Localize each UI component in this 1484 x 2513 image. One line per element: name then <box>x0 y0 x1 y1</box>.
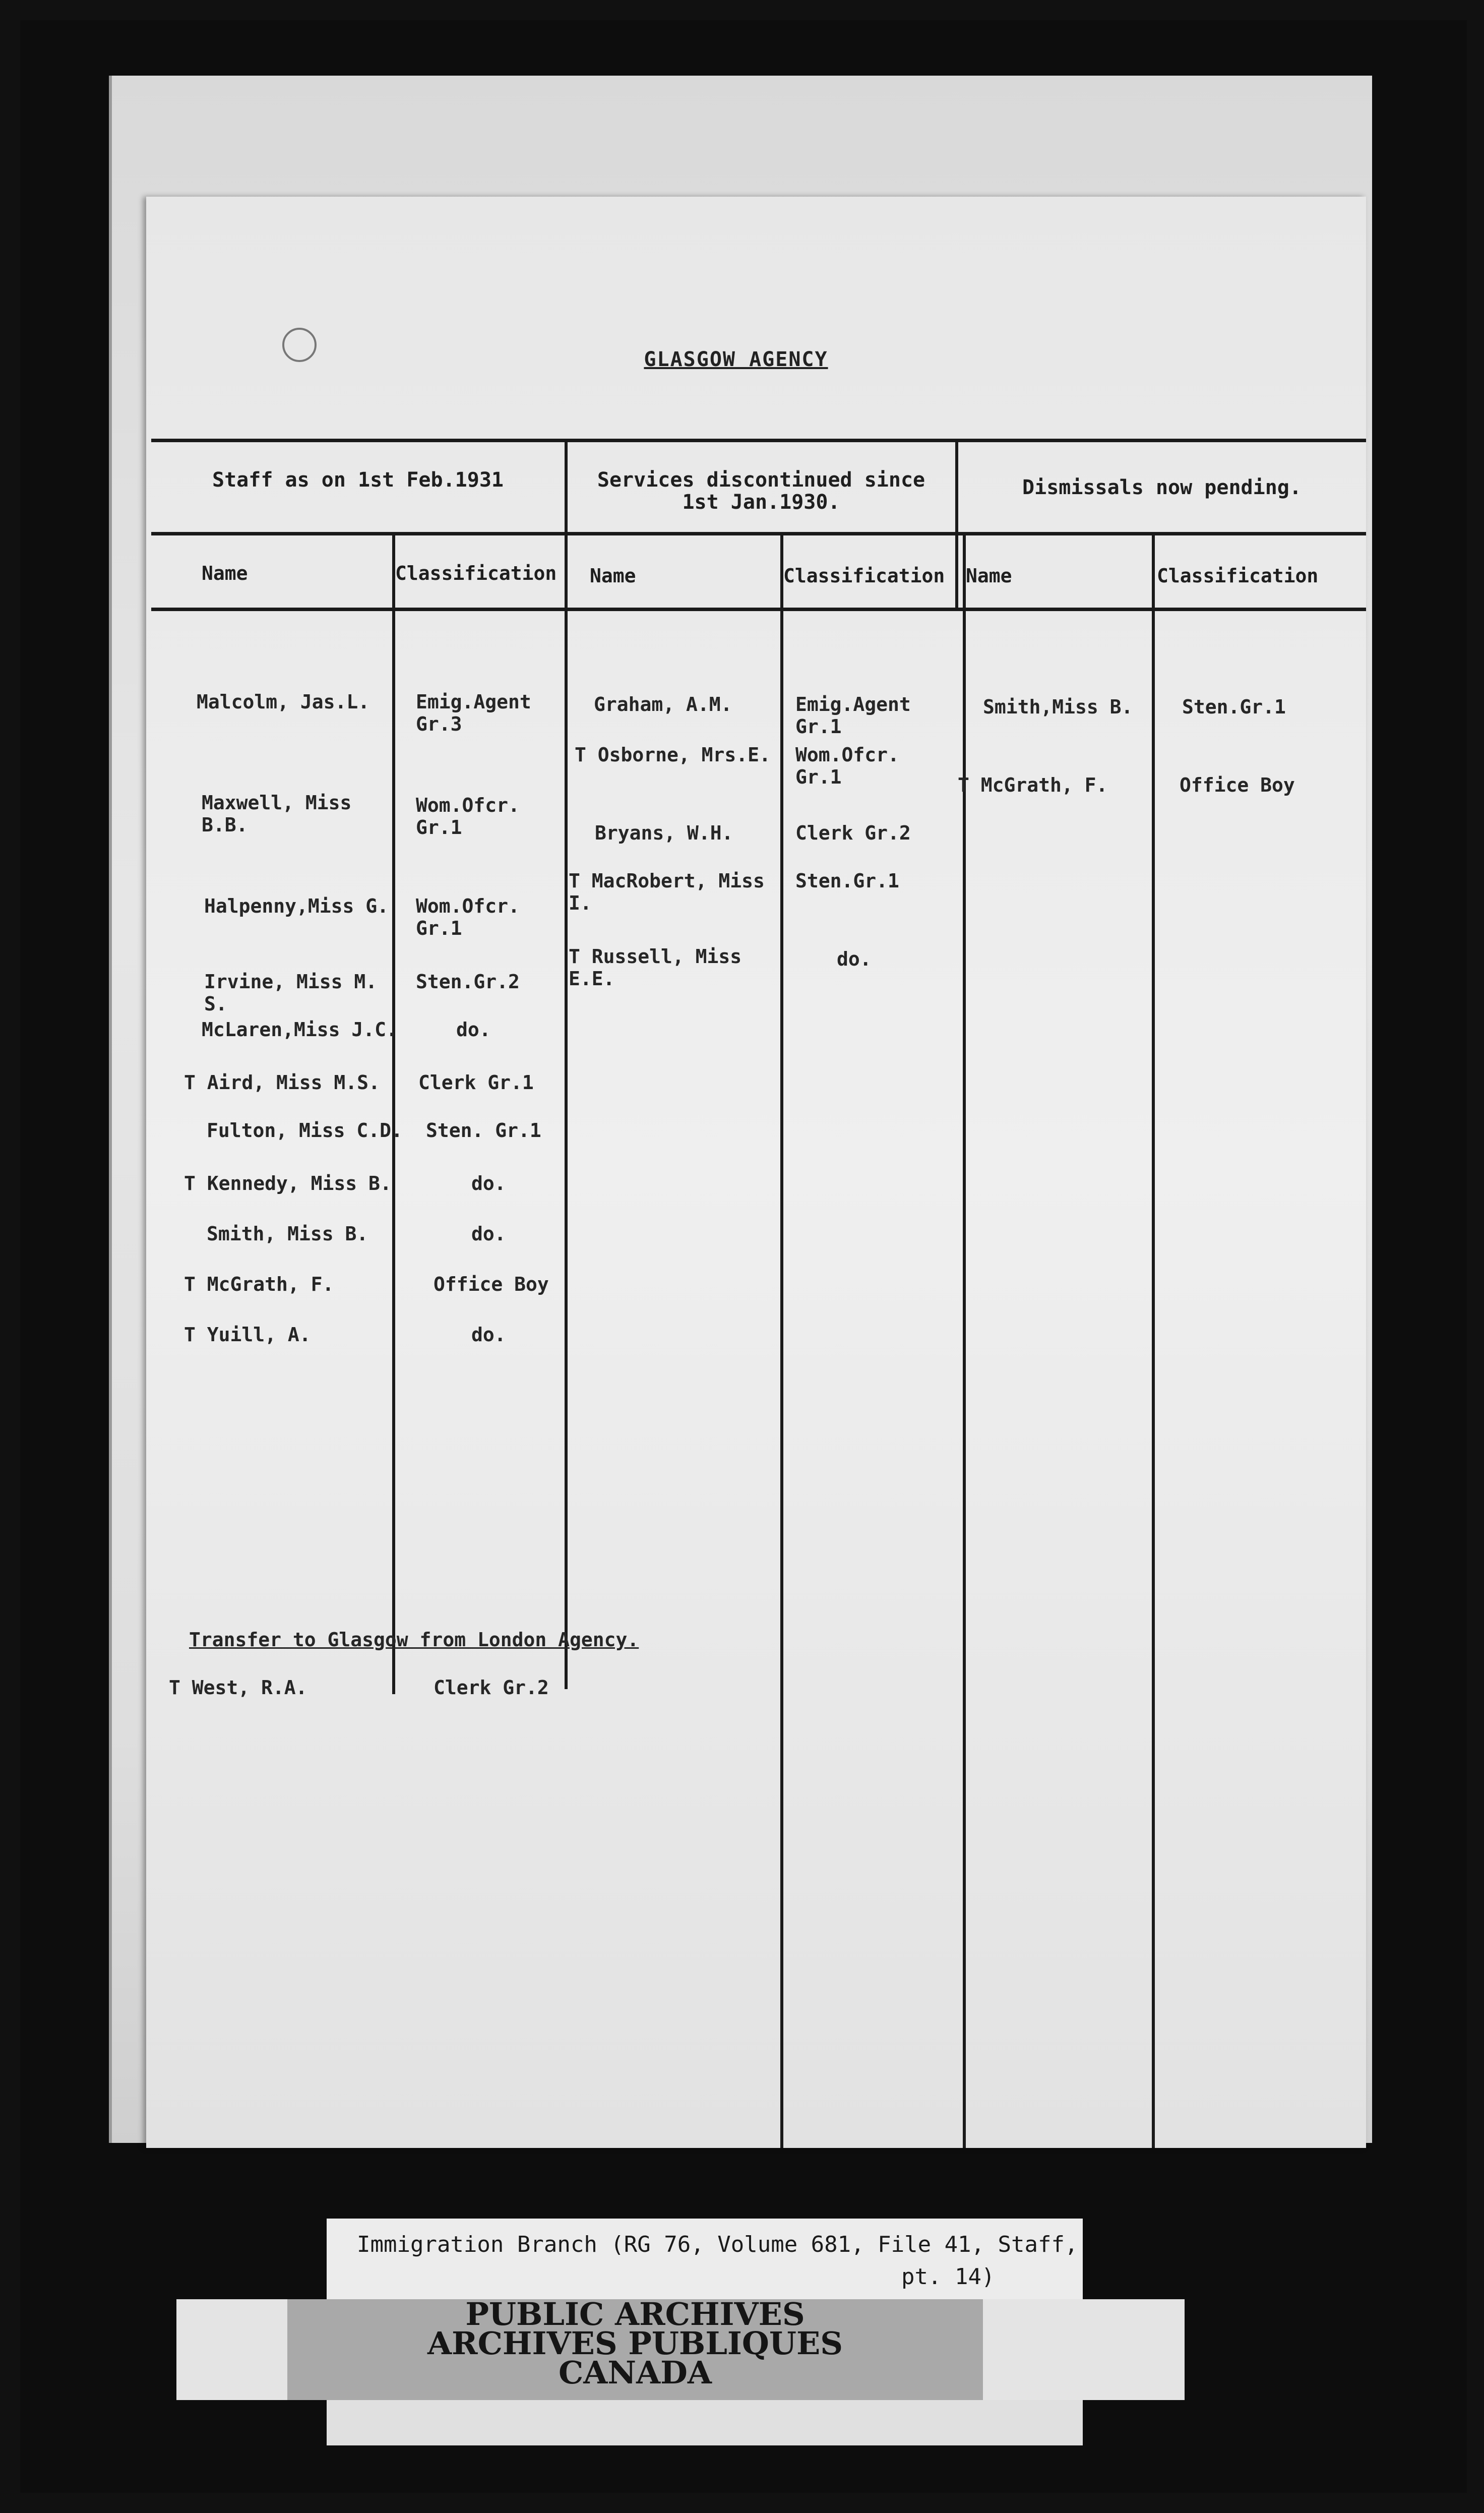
discontinued-classification: Emig.Agent Gr.1 <box>795 693 911 738</box>
transfer-classification: Clerk Gr.2 <box>434 1677 549 1699</box>
col-name-discontinued: Name <box>590 565 636 587</box>
pending-name: Smith,Miss B. <box>983 696 1133 718</box>
staff-name: T Kennedy, Miss B. <box>184 1172 392 1194</box>
transfer-name: T West, R.A. <box>169 1677 307 1699</box>
caption-line-2: pt. 14) <box>901 2264 995 2290</box>
stamp-line-1: PUBLIC ARCHIVES <box>465 2296 805 2332</box>
caption-bottom-strip <box>327 2400 1083 2445</box>
column-divider-3 <box>780 534 783 2148</box>
discontinued-name: T Osborne, Mrs.E. <box>575 744 771 766</box>
staff-classification: Clerk Gr.1 <box>418 1071 534 1094</box>
staff-classification: do. <box>471 1223 506 1245</box>
staff-name: Smith, Miss B. <box>207 1223 368 1245</box>
pending-name: T McGrath, F. <box>958 774 1108 796</box>
group-heading-discontinued: Services discontinued since 1st Jan.1930. <box>597 468 925 514</box>
discontinued-name: T MacRobert, Miss I. <box>569 870 765 914</box>
staff-name: T Yuill, A. <box>184 1324 311 1346</box>
staff-classification: do. <box>471 1172 506 1194</box>
punch-hole <box>282 328 317 362</box>
staff-name: T McGrath, F. <box>184 1273 334 1295</box>
staff-name: T Aird, Miss M.S. <box>184 1071 380 1094</box>
group-header-rule <box>151 532 1366 535</box>
staff-classification: do. <box>456 1019 491 1041</box>
col-class-staff: Classification <box>395 562 557 584</box>
staff-name: Irvine, Miss M. S. <box>204 971 378 1015</box>
archives-stamp <box>287 2296 983 2400</box>
column-divider-2 <box>565 534 568 1689</box>
discontinued-classification: Wom.Ofcr. Gr.1 <box>795 744 899 788</box>
staff-name: Halpenny,Miss G. <box>204 895 389 917</box>
staff-classification: do. <box>471 1324 506 1346</box>
column-header-rule <box>151 608 1366 611</box>
stamp-line-3: CANADA <box>558 2354 712 2391</box>
table-top-rule <box>151 439 1366 442</box>
staff-name: Malcolm, Jas.L. <box>197 691 370 713</box>
staff-classification: Office Boy <box>434 1273 549 1295</box>
discontinued-classification: Sten.Gr.1 <box>795 870 899 892</box>
group-heading-staff: Staff as on 1st Feb.1931 <box>212 468 504 492</box>
staff-classification: Sten.Gr.2 <box>416 971 520 993</box>
discontinued-classification: do. <box>837 948 872 970</box>
document-title: GLASGOW AGENCY <box>644 348 828 371</box>
staff-classification: Wom.Ofcr. Gr.1 <box>416 895 520 939</box>
group-divider-2 <box>955 439 958 610</box>
staff-name: Maxwell, Miss B.B. <box>202 792 352 836</box>
col-name-pending: Name <box>966 565 1012 587</box>
staff-classification: Emig.Agent Gr.3 <box>416 691 531 735</box>
discontinued-name: Bryans, W.H. <box>595 822 733 844</box>
staff-name: McLaren,Miss J.C. <box>202 1019 398 1041</box>
discontinued-classification: Clerk Gr.2 <box>795 822 911 844</box>
group-heading-pending: Dismissals now pending. <box>1022 476 1302 499</box>
staff-classification: Wom.Ofcr. Gr.1 <box>416 794 520 839</box>
discontinued-name: Graham, A.M. <box>594 693 732 715</box>
caption-line-1: Immigration Branch (RG 76, Volume 681, File 41, Staff, <box>357 2232 1078 2257</box>
staff-name: Fulton, Miss C.D. <box>207 1119 403 1142</box>
pending-classification: Office Boy <box>1180 774 1295 796</box>
stamp-line-2: ARCHIVES PUBLIQUES <box>427 2325 843 2362</box>
pending-classification: Sten.Gr.1 <box>1182 696 1286 718</box>
column-divider-5 <box>1152 534 1155 2148</box>
transfer-note: Transfer to Glasgow from London Agency. <box>189 1629 639 1651</box>
column-divider-1 <box>392 534 395 1694</box>
col-class-pending: Classification <box>1157 565 1319 587</box>
col-name-staff: Name <box>202 562 248 584</box>
col-class-discontinued: Classification <box>783 565 945 587</box>
discontinued-name: T Russell, Miss E.E. <box>569 945 742 990</box>
staff-classification: Sten. Gr.1 <box>426 1119 541 1142</box>
